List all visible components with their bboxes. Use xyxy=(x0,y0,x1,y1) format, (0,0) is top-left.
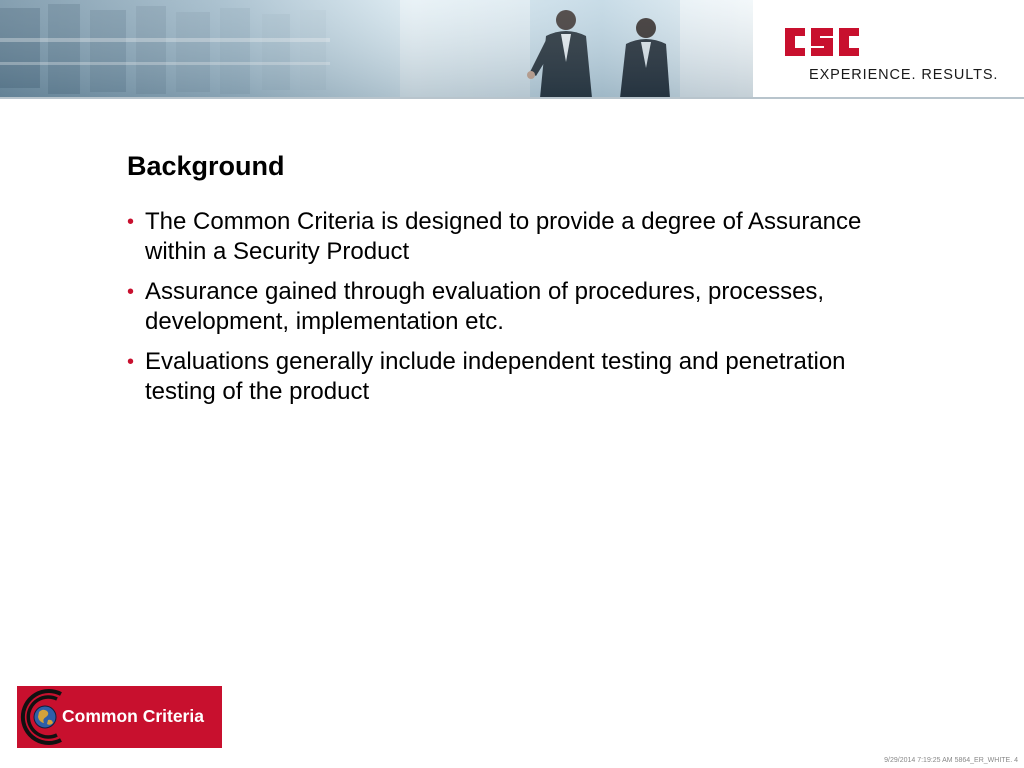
banner-photo xyxy=(0,0,753,98)
bullet-text: The Common Criteria is designed to provide a degree of Assurance within a Security Product xyxy=(145,208,862,265)
bullet-text: Assurance gained through evaluation of procedures, processes, development, implementation etc. xyxy=(145,278,825,335)
bullet-list xyxy=(127,207,887,417)
common-criteria-label: Common Criteria xyxy=(62,706,204,726)
csc-logo-area xyxy=(753,0,1024,97)
bullet-item xyxy=(127,347,887,407)
bullet-icon: • xyxy=(127,211,135,233)
common-criteria-logo xyxy=(17,686,222,748)
tagline: EXPERIENCE. RESULTS. xyxy=(809,67,999,83)
slide-title: Background xyxy=(127,151,285,181)
bullet-item xyxy=(127,277,887,337)
bullet-text: Evaluations generally include independent testing and penetration testing of the product xyxy=(145,348,846,405)
footer-meta: 9/29/2014 7:19:25 AM 5864_ER_WHITE. 4 xyxy=(884,757,1018,764)
bullet-icon: • xyxy=(127,281,135,303)
bullet-icon: • xyxy=(127,351,135,373)
bullet-item xyxy=(127,207,887,267)
csc-logo-icon xyxy=(783,24,861,60)
header-divider xyxy=(0,97,1024,99)
